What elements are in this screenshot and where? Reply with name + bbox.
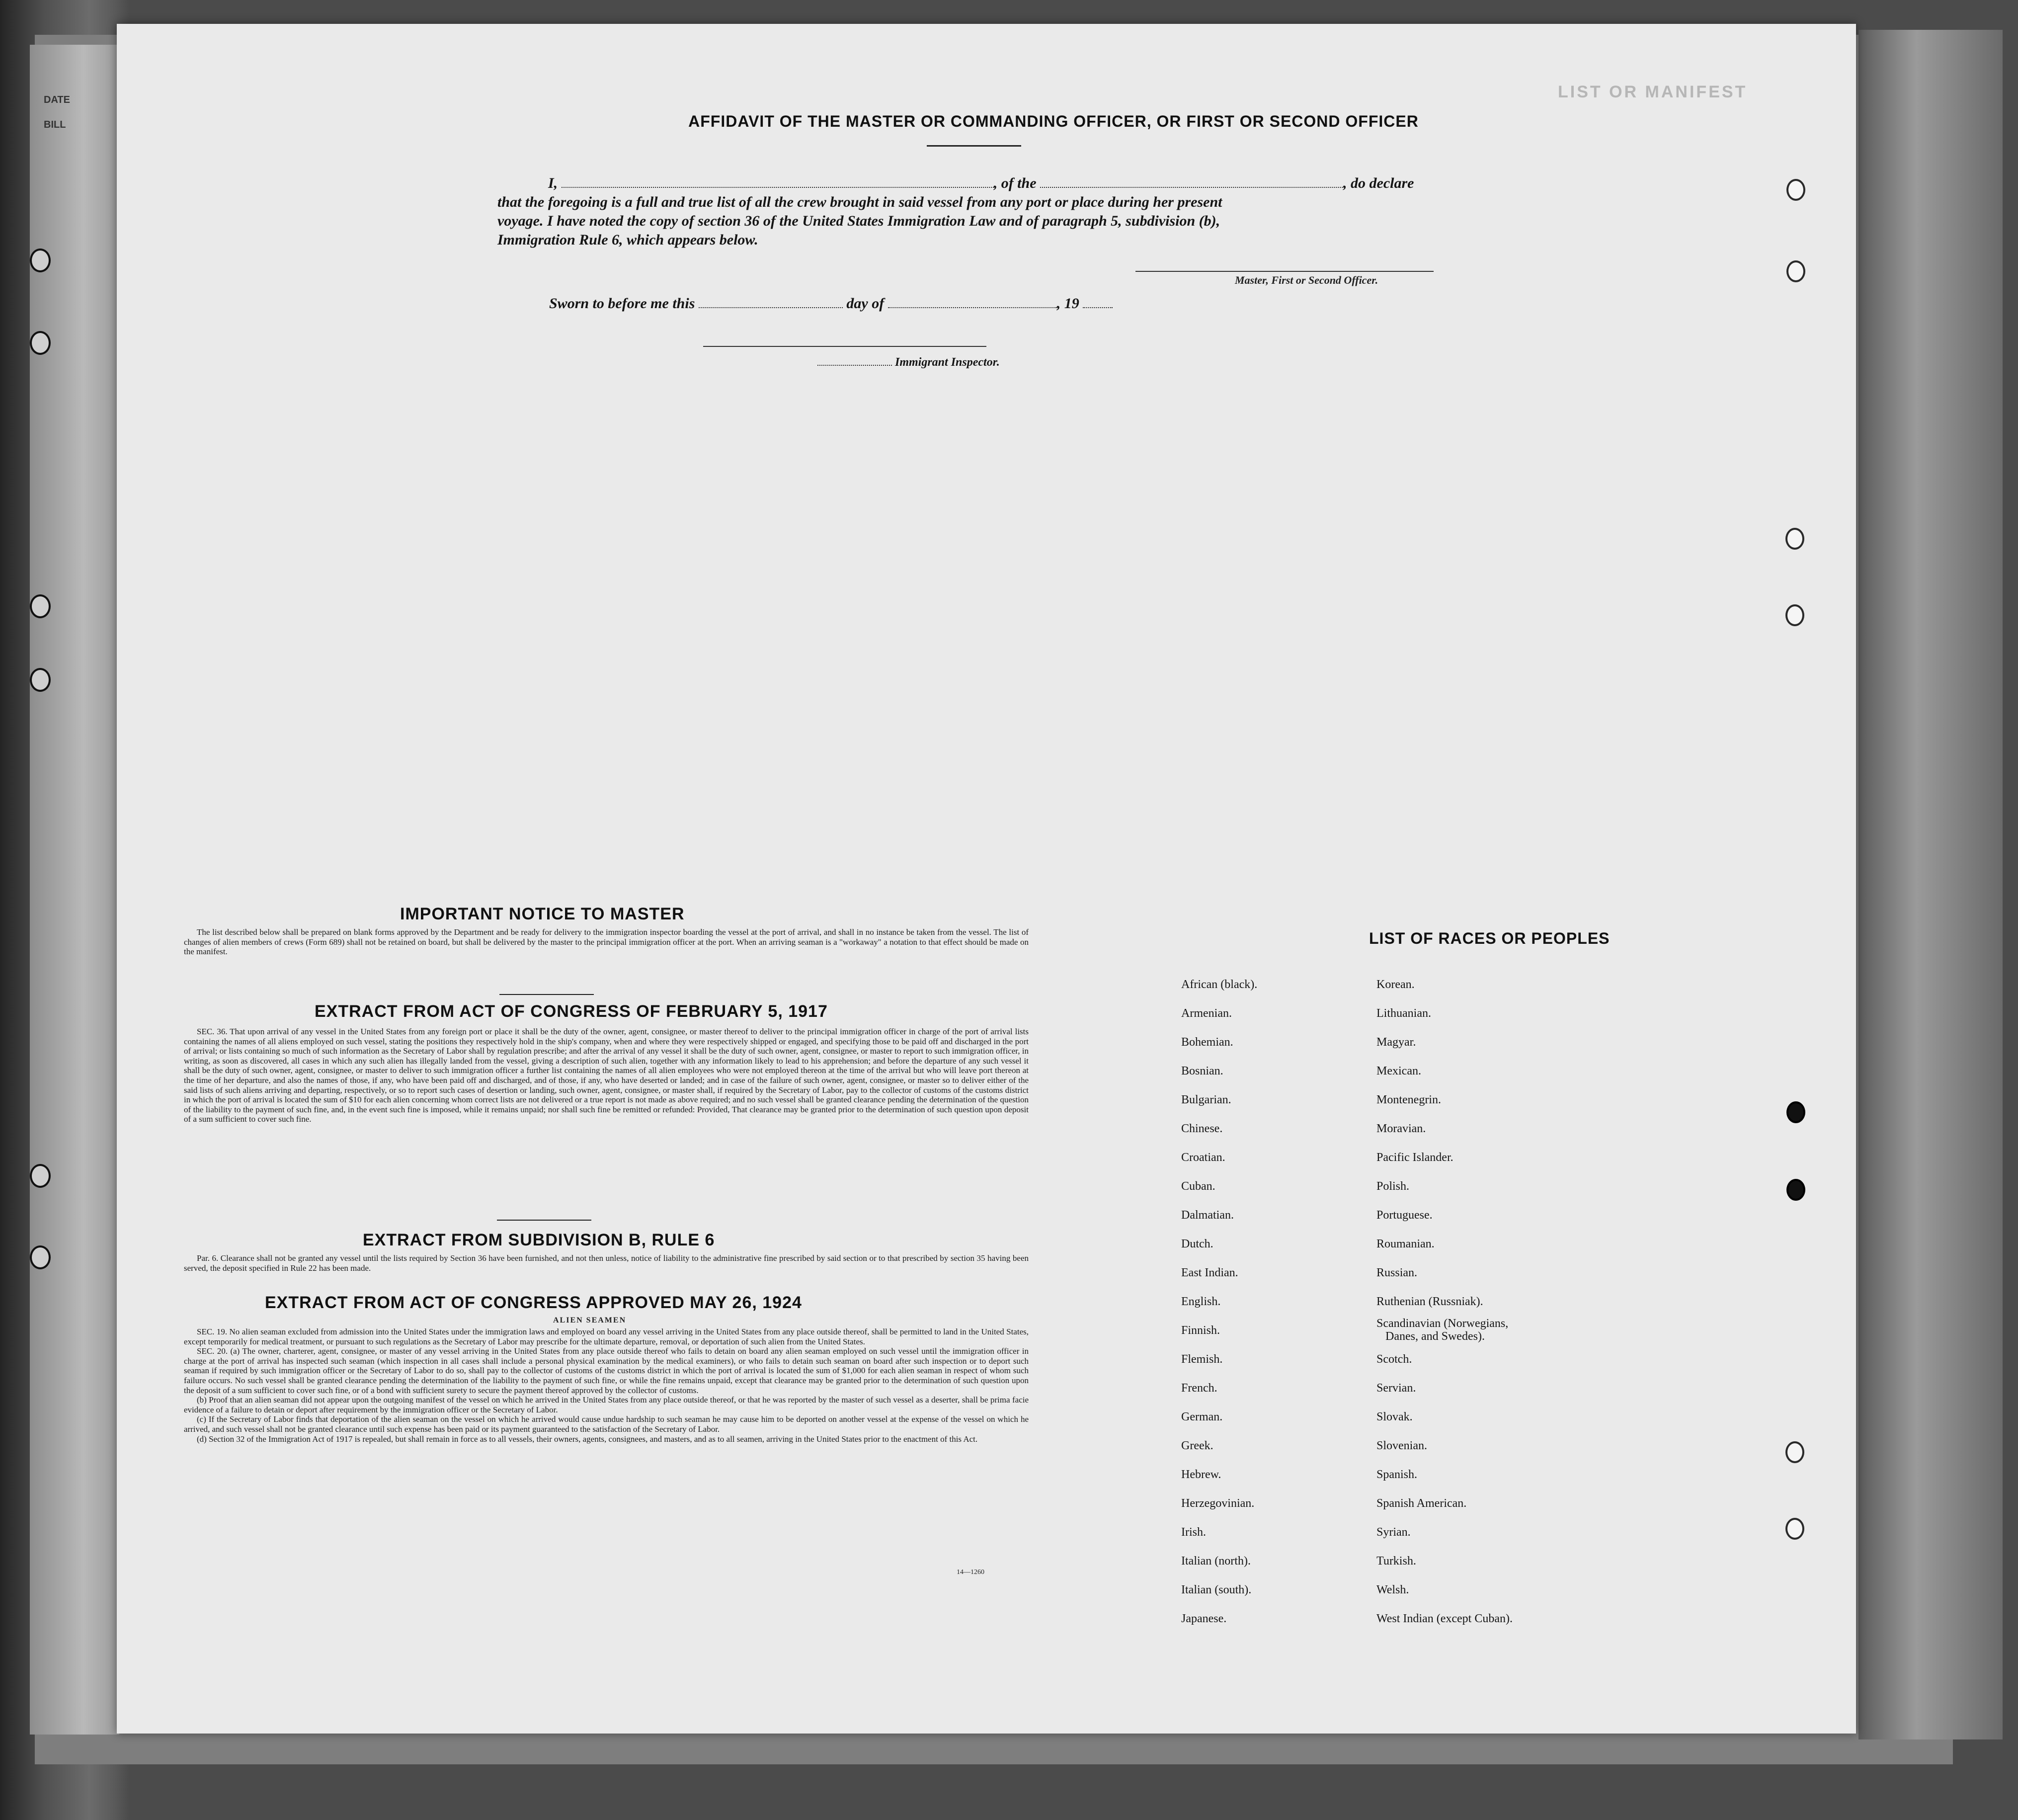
race-item: Japanese.	[1181, 1612, 1227, 1625]
race-item: Ruthenian (Russniak).	[1376, 1295, 1483, 1308]
sec-20a: SEC. 20. (a) The owner, charterer, agent, consignee, or master of any vessel arriving in the United States from any place outside thereof who fails to detain on board any alien seaman employed on such vessel until the immigration officer in charge at the port of arrival has inspected such seaman (which inspection in all cases shall include a personal physical examination by the medical examiners), or who fails to detain such seaman on board after such inspection or to deport such seaman if required by such immigration officer or the Secretary of Labor to do so, shall pay to the collector of customs of the customs district in which the port of arrival is located the sum of $1,000 for each alien seaman in respect of whom such failure occurs. No such vessel shall be granted clearance pending the determination of the liability to the payment of such fine, or while the fine remains unpaid, except that clearance may be granted prior to the determination of such question upon the deposit of a sum sufficient to cover such fine, or of a bond with sufficient surety to secure the payment thereof approved by the collector of customs.	[184, 1346, 1029, 1395]
title-rule	[927, 145, 1021, 147]
day-of-text: day of	[846, 295, 885, 312]
extract-1924-title: EXTRACT FROM ACT OF CONGRESS APPROVED MAY 26, 1924	[265, 1293, 802, 1312]
extract-rule6-title: EXTRACT FROM SUBDIVISION B, RULE 6	[363, 1231, 715, 1249]
punch-hole	[1785, 1441, 1804, 1463]
signature-line	[1135, 271, 1434, 272]
race-item: Herzegovinian.	[1181, 1497, 1255, 1510]
race-item: German.	[1181, 1410, 1223, 1423]
race-item: Flemish.	[1181, 1353, 1223, 1366]
punch-hole	[30, 248, 51, 272]
punch-hole	[1786, 1179, 1805, 1201]
extract-1917-title: EXTRACT FROM ACT OF CONGRESS OF FEBRUARY 5, 1917	[315, 1002, 828, 1021]
race-item: Armenian.	[1181, 1007, 1232, 1020]
alien-seamen-subtitle: ALIEN SEAMEN	[553, 1316, 627, 1324]
affidavit-declaration-line	[548, 175, 1414, 192]
race-item: Chinese.	[1181, 1122, 1223, 1135]
punch-hole	[1785, 604, 1804, 626]
inspector-blank	[817, 359, 892, 366]
signature-caption: Master, First or Second Officer.	[1235, 274, 1378, 286]
sec-20b: (b) Proof that an alien seaman did not appear upon the outgoing manifest of the vessel on which he arrived in the United States from any place outside thereof, or that he was reported by the master of such vessel as a deserter, shall be prima facie evidence of a failure to detain or deport after requirement by the immigration officer or the Secretary of Labor.	[184, 1395, 1029, 1414]
race-item: Turkish.	[1376, 1555, 1416, 1568]
race-item: Italian (north).	[1181, 1555, 1251, 1568]
extract-rule6-body: Par. 6. Clearance shall not be granted any vessel until the lists required by Section 36 have been furnished, and not then unless, notice of liability to the administrative fine prescribed by said section or to that prescribed by section 35 having been served, the deposit specified in Rule 22 has been made.	[184, 1253, 1029, 1273]
vessel-blank	[1040, 177, 1343, 188]
affidavit-do-declare: , do declare	[1343, 175, 1414, 191]
manifest-page	[117, 24, 1856, 1734]
race-item: Greek.	[1181, 1439, 1213, 1452]
punch-hole	[1786, 260, 1805, 282]
race-item: Polish.	[1376, 1180, 1410, 1193]
notice-title: IMPORTANT NOTICE TO MASTER	[400, 905, 685, 923]
punch-hole	[30, 1164, 51, 1188]
section-rule	[499, 994, 594, 995]
year-blank	[1083, 297, 1113, 308]
extract-1924-body	[184, 1327, 1029, 1444]
race-item: East Indian.	[1181, 1266, 1238, 1279]
punch-hole	[30, 668, 51, 692]
race-item: Montenegrin.	[1376, 1093, 1441, 1106]
month-blank	[888, 297, 1057, 308]
race-item: Syrian.	[1376, 1526, 1411, 1539]
notice-body: The list described below shall be prepared on blank forms approved by the Department and be ready for delivery to the immigration inspector boarding the vessel at the port of arrival, and shall in no instance be taken from the vessel. The list of changes of alien members of crews (Form 689) shall not be retained on board, but shall be delivered by the master to the principal immigration officer at the port. When an arriving seaman is a "workaway" a notation to that effect should be made on the manifest.	[184, 927, 1029, 957]
race-item: Hebrew.	[1181, 1468, 1221, 1481]
affidavit-title: AFFIDAVIT OF THE MASTER OR COMMANDING OFFICER, OR FIRST OR SECOND OFFICER	[688, 112, 1419, 130]
inspector-line	[817, 356, 1000, 369]
race-item: Russian.	[1376, 1266, 1418, 1279]
affidavit-line-2: that the foregoing is a full and true list of all the crew brought in said vessel from any port or place during her present	[497, 194, 1222, 210]
left-binding-strip: DATE BILL	[30, 45, 119, 1735]
race-item: Slovenian.	[1376, 1439, 1427, 1452]
race-item: Lithuanian.	[1376, 1007, 1431, 1020]
punch-hole	[1786, 1101, 1805, 1123]
race-item: Danes, and Swedes).	[1385, 1330, 1485, 1343]
affidavit-of-the: , of the	[993, 175, 1037, 191]
race-item: Mexican.	[1376, 1065, 1421, 1077]
affidavit-line-4: Immigration Rule 6, which appears below.	[497, 232, 758, 248]
race-item: Bohemian.	[1181, 1036, 1233, 1049]
punch-hole	[1785, 528, 1804, 550]
section-rule	[497, 1220, 591, 1221]
name-blank	[562, 177, 994, 188]
race-item: Bosnian.	[1181, 1065, 1223, 1077]
race-item: French.	[1181, 1382, 1217, 1395]
right-page-edge	[1858, 30, 2003, 1739]
race-item: Dutch.	[1181, 1238, 1213, 1250]
race-item: Croatian.	[1181, 1151, 1225, 1164]
inspector-top-rule	[703, 346, 986, 347]
race-item: Dalmatian.	[1181, 1209, 1234, 1222]
race-item: Spanish.	[1376, 1468, 1418, 1481]
race-item: English.	[1181, 1295, 1221, 1308]
race-item: Korean.	[1376, 978, 1415, 991]
punch-hole	[30, 331, 51, 355]
race-item: Magyar.	[1376, 1036, 1416, 1049]
year-prefix: , 19	[1056, 295, 1079, 312]
day-blank	[699, 297, 843, 308]
race-item: Slovak.	[1376, 1410, 1413, 1423]
race-item: Finnish.	[1181, 1324, 1220, 1337]
races-title: LIST OF RACES OR PEOPLES	[1369, 929, 1610, 947]
race-item: Spanish American.	[1376, 1497, 1467, 1510]
sworn-text: Sworn to before me this	[549, 295, 695, 312]
inspector-caption: Immigrant Inspector.	[895, 356, 1000, 369]
punch-hole	[30, 594, 51, 618]
race-item: Portuguese.	[1376, 1209, 1433, 1222]
race-item: Cuban.	[1181, 1180, 1215, 1193]
race-item: Pacific Islander.	[1376, 1151, 1453, 1164]
affidavit-i: I,	[548, 175, 558, 191]
race-item: Scotch.	[1376, 1353, 1412, 1366]
sec-20d: (d) Section 32 of the Immigration Act of 1917 is repealed, but shall remain in force as to all vessels, their owners, agents, consignees, and masters, and as to all seamen, arriving in the United States prior to the enactment of this Act.	[197, 1434, 978, 1444]
race-item: Roumanian.	[1376, 1238, 1435, 1250]
sec-20c: (c) If the Secretary of Labor finds that deportation of the alien seaman on the vessel on which he arrived would cause undue hardship to such seaman he may cause him to be deported on another vessel at the expense of the vessel on which he arrived, and such vessel shall not be granted clearance until such expense has been paid or its payment guaranteed to the satisfaction of the Secretary of Labor.	[184, 1414, 1029, 1434]
sworn-line	[549, 295, 1113, 312]
form-code: 14—1260	[957, 1569, 984, 1576]
race-item: Bulgarian.	[1181, 1093, 1231, 1106]
race-item: Welsh.	[1376, 1583, 1409, 1596]
sec-19: SEC. 19. No alien seaman excluded from admission into the United States under the immigration laws and employed on board any vessel arriving in the United States from any place outside thereof, shall be permitted to land in the United States, except temporarily for medical treatment, or pursuant to such regulations as the Secretary of Labor may prescribe for the ultimate departure, removal, or deportation of such alien from the United States.	[184, 1327, 1029, 1346]
race-item: African (black).	[1181, 978, 1258, 991]
race-item: West Indian (except Cuban).	[1376, 1612, 1513, 1625]
punch-hole	[1786, 179, 1805, 201]
race-item: Irish.	[1181, 1526, 1206, 1539]
race-item: Scandinavian (Norwegians,	[1376, 1317, 1509, 1330]
punch-hole	[1785, 1518, 1804, 1540]
bleed-through-text: LIST OR MANIFEST	[1558, 83, 1748, 101]
race-item: Italian (south).	[1181, 1583, 1252, 1596]
race-item: Servian.	[1376, 1382, 1416, 1395]
extract-1917-body: SEC. 36. That upon arrival of any vessel in the United States from any foreign port or place it shall be the duty of the owner, agent, consignee, or master thereof to deliver to the principal immigration officer in charge of the port of arrival lists containing the names of all aliens employed on such vessel, stating the positions they respectively hold in the ship's company, when and where they were respectively shipped or engaged, and specifying those to be paid off and discharged in the port of arrival; or lists containing so much of such information as the Secretary of Labor shall by regulation prescribe; and after the arrival of any vessel it shall be the duty of such owner, agent, consignee, or master to report to such immigration officer, in writing, as soon as discovered, all cases in which any such alien has illegally landed from the vessel, giving a description of such alien, together with any information likely to lead to his apprehension; and before the departure of any such vessel it shall be the duty of such owner, agent, consignee, or master to deliver to such immigration officer a further list containing the names of all alien employees who were not employed thereon at the time of the arrival but who will leave port thereon at the time of her departure, and also the names of those, if any, who have been paid off and discharged, and of those, if any, who have deserted or landed; and in case of the failure of such owner, agent, consignee, or master so to deliver either of the said lists of such aliens arriving and departing, respectively, or so to report such cases of desertion or landing, such owner, agent, consignee, or master shall, if required by the Secretary of Labor, pay to the collector of customs of the customs district in which the port of arrival is located the sum of $10 for each alien concerning whom correct lists are not delivered or a true report is not made as above required; and no such vessel shall be granted clearance pending the determination of the question of the liability to the payment of such fine, and, in the event such fine is imposed, while it remains unpaid; nor shall such fine be remitted or refunded: Provided, That clearance may be granted prior to the determination of such question upon deposit of a sum sufficient to cover such fine.	[184, 1027, 1029, 1124]
affidavit-line-3: voyage. I have noted the copy of section 36 of the United States Immigration Law and of paragraph 5, subdivision (b),	[497, 213, 1220, 229]
race-item: Moravian.	[1376, 1122, 1426, 1135]
punch-hole	[30, 1245, 51, 1269]
